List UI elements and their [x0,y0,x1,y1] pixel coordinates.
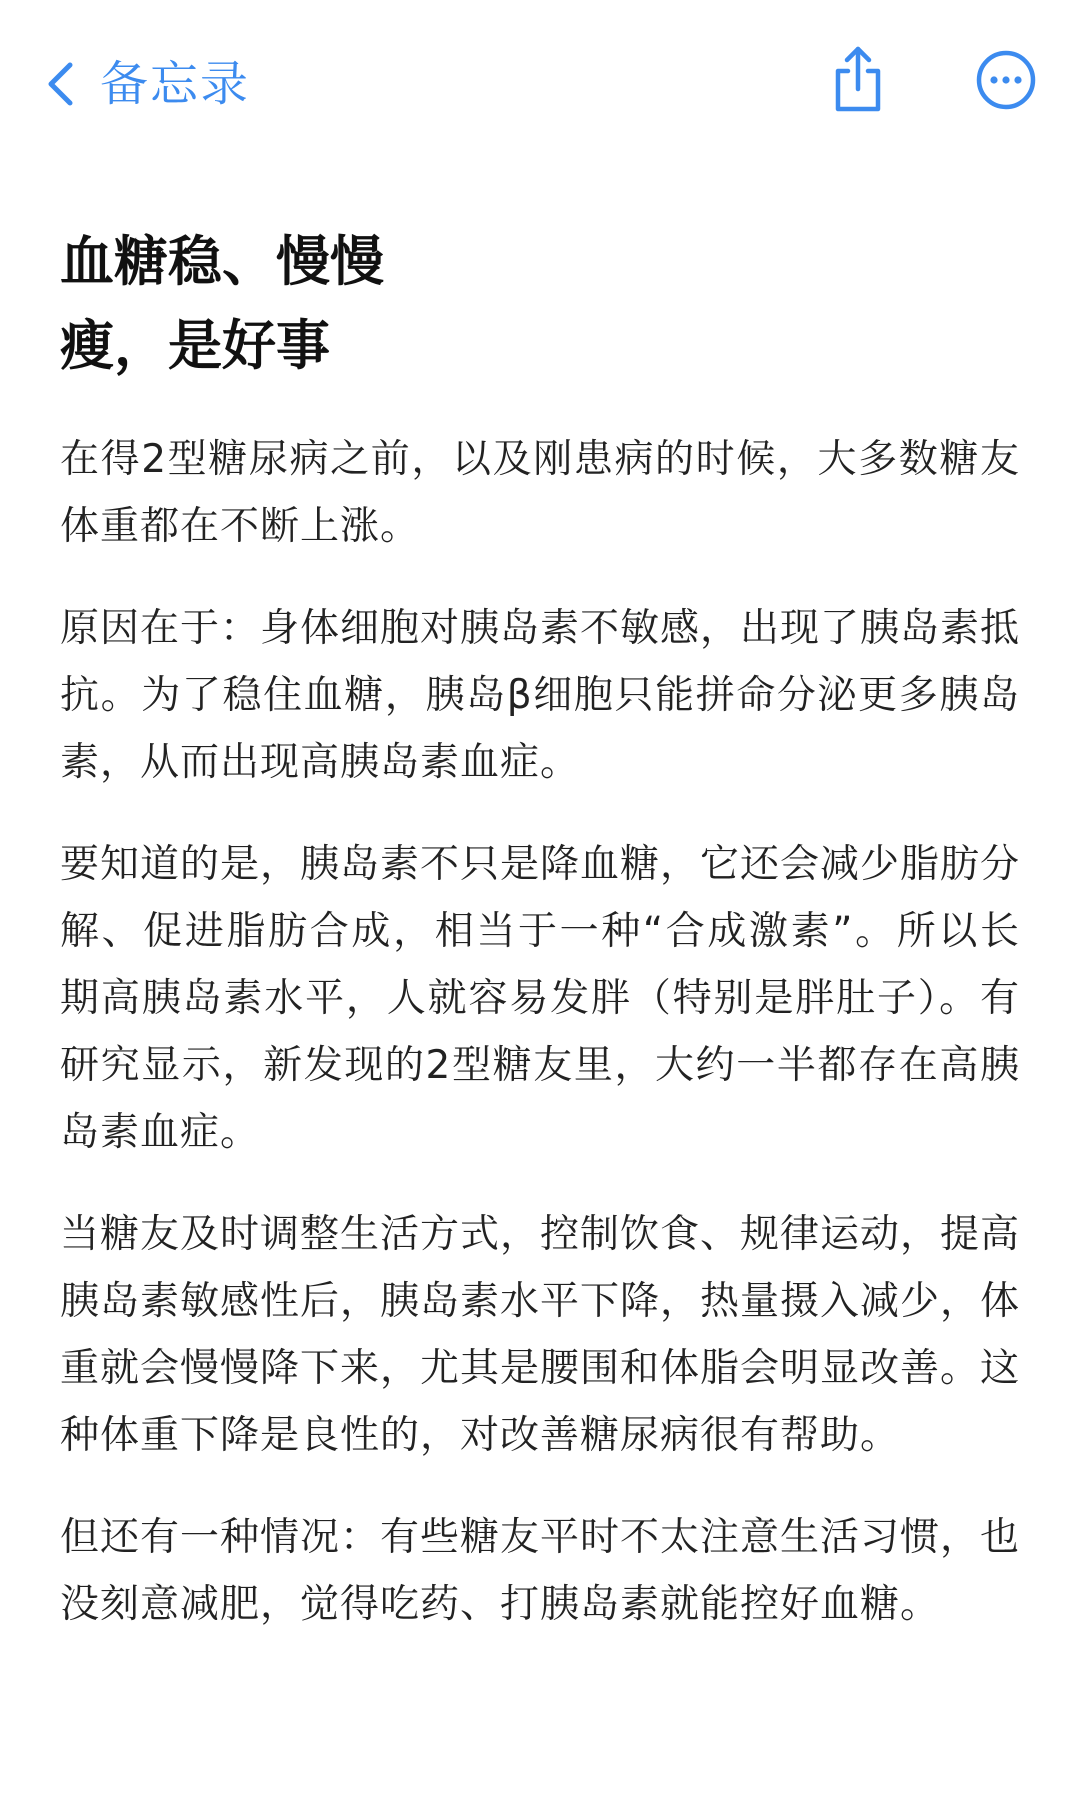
share-icon [828,45,888,119]
note-body[interactable] [60,220,1020,1638]
more-button[interactable] [966,40,1046,124]
note-paragraph: 原因在于：身体细胞对胰岛素不敏感，出现了胰岛素抵抗。为了稳住血糖，胰岛β细胞只能拼命分泌更多胰岛素，从而出现高胰岛素血症。 [60,606,1021,785]
note-paragraph: 要知道的是，胰岛素不只是降血糖，它还会减少脂肪分解、促进脂肪合成，相当于一种“合成激素”。所以长期高胰岛素水平，人就容易发胖（特别是胖肚子）。有研究显示，新发现的2型糖友里，大约一半都存在高胰岛素血症。 [60,842,1021,1155]
note-title: 血糖稳、慢慢瘦，是好事 [60,230,384,377]
navigation-bar [0,0,1080,170]
note-paragraph: 当糖友及时调整生活方式，控制饮食、规律运动，提高胰岛素敏感性后，胰岛素水平下降，热量摄入减少，体重就会慢慢降下来，尤其是腰围和体脂会明显改善。这种体重下降是良性的，对改善糖尿病很有帮助。 [60,1212,1021,1458]
back-button[interactable] [46,52,250,116]
more-icon [975,49,1037,115]
note-paragraph: 在得2型糖尿病之前，以及刚患病的时候，大多数糖友体重都在不断上涨。 [60,437,1020,549]
back-label: 备忘录 [100,56,251,112]
note-paragraph: 但还有一种情况：有些糖友平时不太注意生活习惯，也没刻意减肥，觉得吃药、打胰岛素就能控好血糖。 [60,1515,1021,1627]
chevron-left-icon [46,61,74,107]
share-button[interactable] [818,40,898,124]
